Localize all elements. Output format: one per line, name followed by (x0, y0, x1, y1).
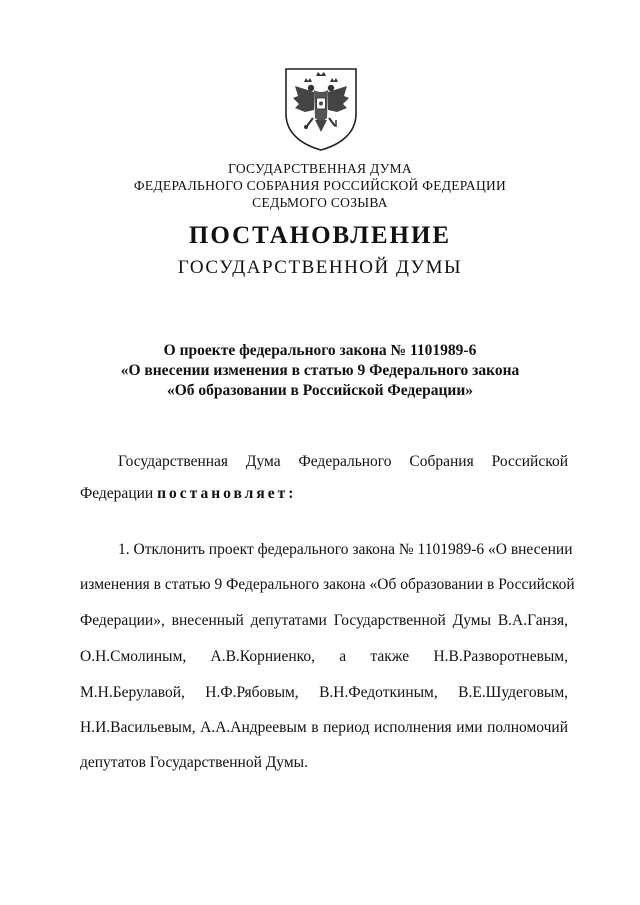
item1-line-3: Федерации», внесенный депутатами Государственной Думы В.А.Ганзя, (80, 612, 568, 629)
preamble-text: Федерации (80, 485, 154, 502)
subject-line-2: «О внесении изменения в статью 9 Федерального закона (120, 362, 520, 379)
header-line-federal-assembly: ФЕДЕРАЛЬНОГО СОБРАНИЯ РОССИЙСКОЙ ФЕДЕРАЦИИ (133, 178, 507, 193)
item1-line-7: депутатов Государственной Думы. (80, 754, 308, 771)
coat-of-arms-emblem (283, 66, 359, 152)
preamble-resolves: постановляет: (157, 485, 297, 502)
header-line-convocation: СЕДЬМОГО СОЗЫВА (252, 195, 388, 210)
item1-line-1: 1. Отклонить проект федерального закона № 1101989-6 «О внесении (118, 541, 573, 558)
subject-line-3: «Об образовании в Российской Федерации» (166, 382, 474, 399)
preamble-line-1: Государственная Дума Федерального Собрания Российской (118, 453, 568, 470)
subject-line-1: О проекте федерального закона № 1101989-6 (163, 342, 477, 359)
item1-line-5: М.Н.Берулавой, Н.Ф.Рябовым, В.Н.Федоткиным, В.Е.Шудеговым, (80, 684, 568, 701)
document-subtitle: ГОСУДАРСТВЕННОЙ ДУМЫ (177, 257, 463, 278)
item1-line-2: изменения в статью 9 Федерального закона «Об образовании в Российской (80, 576, 575, 593)
item1-line-4: О.Н.Смолиным, А.В.Корниенко, а также Н.В.Разворотневым, (80, 648, 568, 665)
preamble-line-2 (80, 484, 568, 504)
header-line-duma: ГОСУДАРСТВЕННАЯ ДУМА (228, 161, 412, 176)
item1-line-6: Н.И.Васильевым, А.А.Андреевым в период исполнения ими полномочий (80, 719, 568, 736)
document-title: ПОСТАНОВЛЕНИЕ (188, 222, 452, 249)
